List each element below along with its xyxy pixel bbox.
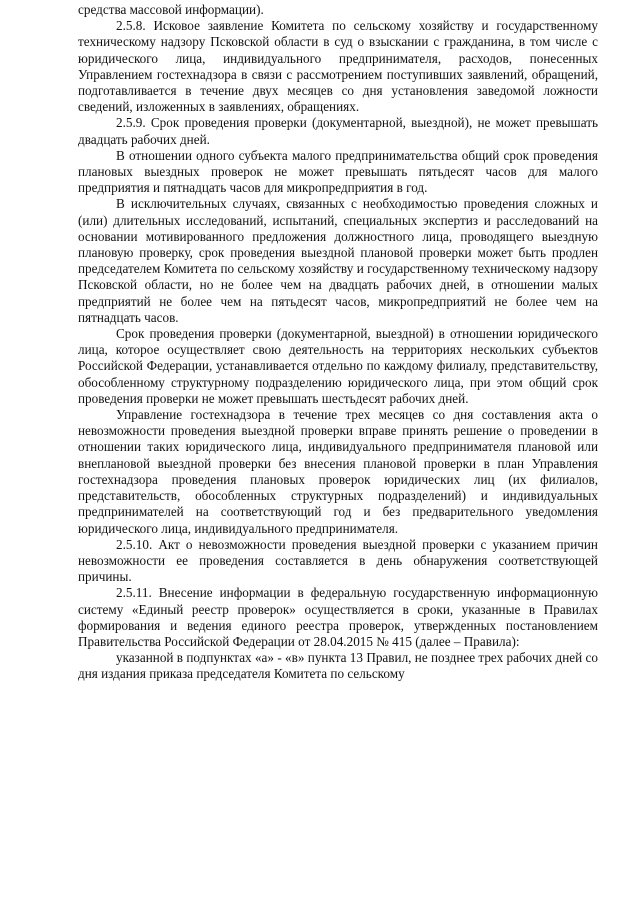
paragraph-2-5-8: 2.5.8. Исковое заявление Комитета по сельскому хозяйству и государственному техническому надзору Псковской области в суд о взыскании с гражданина, в том числе с юридического лица, индивидуального предпринимателя, расходов, понесенных Управлением гостехнадзора в связи с рассмотрением поступивших заявлений, обращений, подготавливается в течение двух месяцев со дня установления заведомой ложности сведений, изложенных в заявлениях, обращениях. (78, 18, 598, 115)
paragraph-2-5-11: 2.5.11. Внесение информации в федеральную государственную информационную систему «Единый реестр проверок» осуществляется в сроки, указанные в Правилах формирования и ведения единого реестра проверок, утвержденных постановлением Правительства Российской Федерации от 28.04.2015 № 415 (далее – Правила): (78, 585, 598, 649)
paragraph-exceptional-cases: В исключительных случаях, связанных с необходимостью проведения сложных и (или) длительных исследований, испытаний, специальных экспертиз и расследований на основании мотивированного предложения должностного лица, проводящего выездную плановую проверку, срок проведения выездной плановой проверки может быть продлен председателем Комитета по сельскому хозяйству и государственному техническому надзору Псковской области, но не более чем на двадцать рабочих дней, в отношении малых предприятий не более чем на пятьдесят часов, микропредприятий не более чем на пятнадцать часов. (78, 196, 598, 325)
paragraph-subitems-deadline: указанной в подпунктах «а» - «в» пункта 13 Правил, не позднее трех рабочих дней со дня издания приказа председателя Комитета по сельскому (78, 650, 598, 682)
paragraph-2-5-9: 2.5.9. Срок проведения проверки (документарной, выездной), не может превышать двадцать рабочих дней. (78, 115, 598, 147)
paragraph-unscheduled-inspection: Управление гостехнадзора в течение трех месяцев со дня составления акта о невозможности проведения выездной проверки вправе принять решение о проведении в отношении таких юридического лица, индивидуального предпринимателя плановой или внеплановой выездной проверки без внесения плановой проверки в план Управления гостехнадзора проведения плановых проверок юридических лиц (их филиалов, представительств, обособленных структурных подразделений) и индивидуальных предпринимателей на соответствующий год и без предварительного уведомления юридического лица, индивидуального предпринимателя. (78, 407, 598, 536)
document-page (78, 0, 598, 683)
paragraph-small-business-limit: В отношении одного субъекта малого предпринимательства общий срок проведения плановых выездных проверок не может превышать пятьдесят часов для малого предприятия и пятнадцать часов для микропредприятия в год. (78, 147, 598, 196)
paragraph-continuation: средства массовой информации). (78, 2, 264, 17)
paragraph-multi-region-term: Срок проведения проверки (документарной, выездной) в отношении юридического лица, которое осуществляет свою деятельность на территориях нескольких субъектов Российской Федерации, устанавливается отдельно по каждому филиалу, представительству, обособленному структурному подразделению юридического лица, при этом общий срок проведения проверки не может превышать шестьдесят рабочих дней. (78, 326, 598, 406)
paragraph-2-5-10: 2.5.10. Акт о невозможности проведения выездной проверки с указанием причин невозможности ее проведения составляется в день обнаружения соответствующей причины. (78, 536, 598, 585)
